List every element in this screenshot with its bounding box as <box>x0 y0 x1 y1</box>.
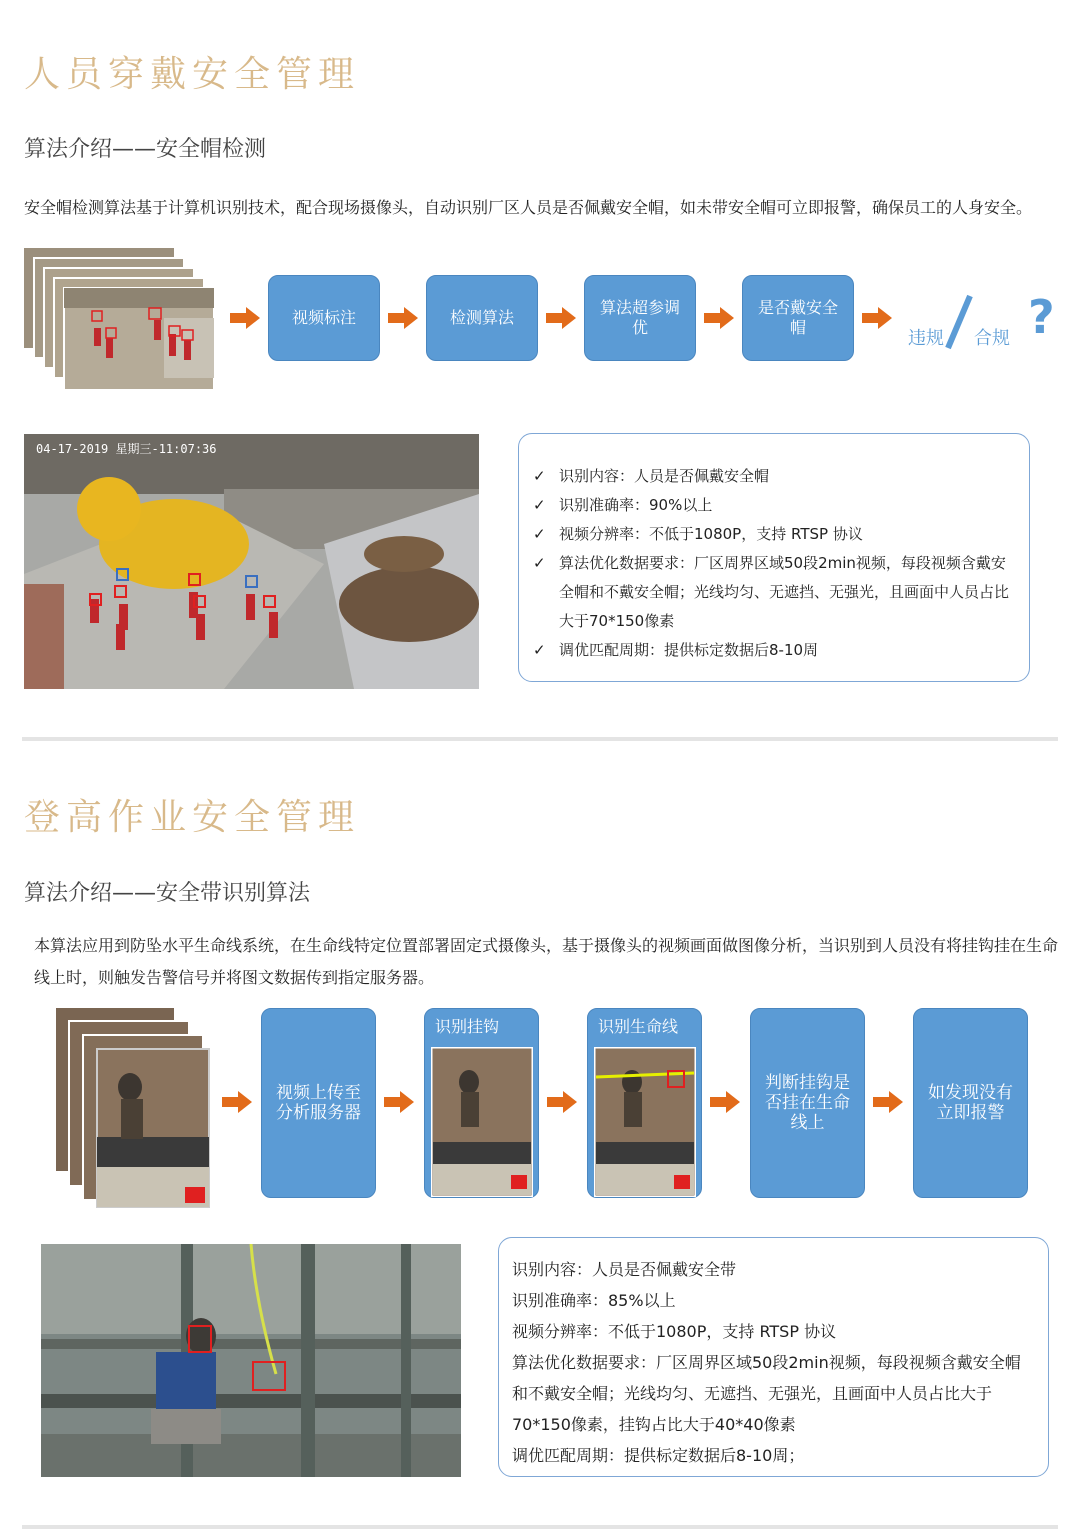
camera-timestamp-overlay: 04-17-2019 星期三-11:07:36 <box>36 442 217 456</box>
check-mark-icon: ✓ <box>533 525 546 543</box>
spec-item: ✓ 识别准确率：90%以上 <box>559 491 1015 520</box>
section1-subtitle: 算法介绍——安全帽检测 <box>24 137 267 162</box>
slash-divider-icon <box>942 292 976 350</box>
stacked-frames-image <box>24 248 216 393</box>
hook-frame-image <box>431 1047 533 1197</box>
orange-right-arrow-icon <box>704 307 734 329</box>
flow-step-helmet-check: 是否戴安全帽 <box>742 275 854 361</box>
orange-right-arrow-icon <box>230 307 260 329</box>
flow-step-hyperparameter-tuning: 算法超参调优 <box>584 275 696 361</box>
section2-subtitle: 算法介绍——安全带识别算法 <box>24 881 311 906</box>
harness-spec-box <box>498 1237 1049 1477</box>
orange-right-arrow-icon <box>862 307 892 329</box>
stacked-video-frames-image <box>55 1007 215 1212</box>
section2-description: 本算法应用到防坠水平生命线系统，在生命线特定位置部署固定式摄像头，基于摄像头的视频画面做图像分析，当识别到人员没有将挂钩挂在生命线上时，则触发告警信号并将图文数据传到指定服务器。 <box>34 936 1059 987</box>
spec-item: ✓ 识别内容：人员是否佩戴安全帽 <box>559 462 1015 491</box>
spec-item: ✓ 调优匹配周期：提供标定数据后8-10周 <box>559 636 1015 665</box>
section2-title: 登高作业安全管理 <box>24 797 361 838</box>
flow-step-upload-to-server: 视频上传至分析服务器 <box>261 1008 376 1198</box>
spec-item: 识别内容：人员是否佩戴安全带 <box>512 1260 737 1279</box>
result-indicator <box>900 290 1070 350</box>
section-divider <box>22 737 1058 741</box>
orange-right-arrow-icon <box>710 1091 740 1113</box>
helmet-spec-list <box>533 462 1015 665</box>
orange-right-arrow-icon <box>222 1091 252 1113</box>
spec-item: 调优匹配周期：提供标定数据后8-10周； <box>512 1446 805 1465</box>
check-mark-icon: ✓ <box>533 641 546 659</box>
section-divider <box>22 1525 1058 1529</box>
flow-step-identify-lifeline-label: 识别生命线 <box>598 1017 679 1036</box>
flow-step-detection-algorithm: 检测算法 <box>426 275 538 361</box>
flow-step-identify-hook-label: 识别挂钩 <box>435 1017 500 1036</box>
result-violation-label: 违规 <box>908 328 944 349</box>
orange-right-arrow-icon <box>873 1091 903 1113</box>
orange-right-arrow-icon <box>388 307 418 329</box>
orange-right-arrow-icon <box>384 1091 414 1113</box>
flow-step-identify-hook <box>424 1008 539 1198</box>
orange-right-arrow-icon <box>547 1091 577 1113</box>
result-compliant-label: 合规 <box>974 328 1010 349</box>
orange-right-arrow-icon <box>546 307 576 329</box>
check-mark-icon: ✓ <box>533 467 546 485</box>
spec-item: 视频分辨率：不低于1080P，支持 RTSP 协议 <box>512 1322 837 1341</box>
flow-step-video-annotation: 视频标注 <box>268 275 380 361</box>
flow-step-judge-hook: 判断挂钩是否挂在生命线上 <box>750 1008 865 1198</box>
helmet-detection-photo <box>24 434 479 689</box>
harness-detection-photo <box>41 1244 461 1477</box>
video-frames-stack <box>55 1007 215 1212</box>
spec-item: ✓ 视频分辨率：不低于1080P，支持 RTSP 协议 <box>559 520 1015 549</box>
question-mark-icon: ? <box>1028 290 1055 344</box>
check-mark-icon: ✓ <box>533 554 546 572</box>
spec-item: 识别准确率：85%以上 <box>512 1291 676 1310</box>
harness-spec-list <box>512 1254 1034 1471</box>
spec-item: ✓ 算法优化数据要求：厂区周界区域50段2min视频，每段视频含戴安全帽和不戴安全帽；光线均匀、无遮挡、无强光，且画面中人员占比大于70*150像素 <box>559 549 1015 636</box>
spec-item: 算法优化数据要求：厂区周界区域50段2min视频，每段视频含戴安全帽和不戴安全帽；光线均匀、无遮挡、无强光，且画面中人员占比大于70*150像素，挂钩占比大于40*40像素 <box>512 1353 1021 1434</box>
lifeline-frame-image <box>594 1047 696 1197</box>
section1-title: 人员穿戴安全管理 <box>24 54 361 95</box>
flow-step-identify-lifeline <box>587 1008 702 1198</box>
annotation-frames-stack <box>24 248 216 393</box>
section1-description: 安全帽检测算法基于计算机识别技术，配合现场摄像头，自动识别厂区人员是否佩戴安全帽，如未带安全帽可立即报警，确保员工的人身安全。 <box>24 198 1033 217</box>
check-mark-icon: ✓ <box>533 496 546 514</box>
helmet-spec-box <box>518 433 1030 682</box>
flow-step-alarm: 如发现没有立即报警 <box>913 1008 1028 1198</box>
